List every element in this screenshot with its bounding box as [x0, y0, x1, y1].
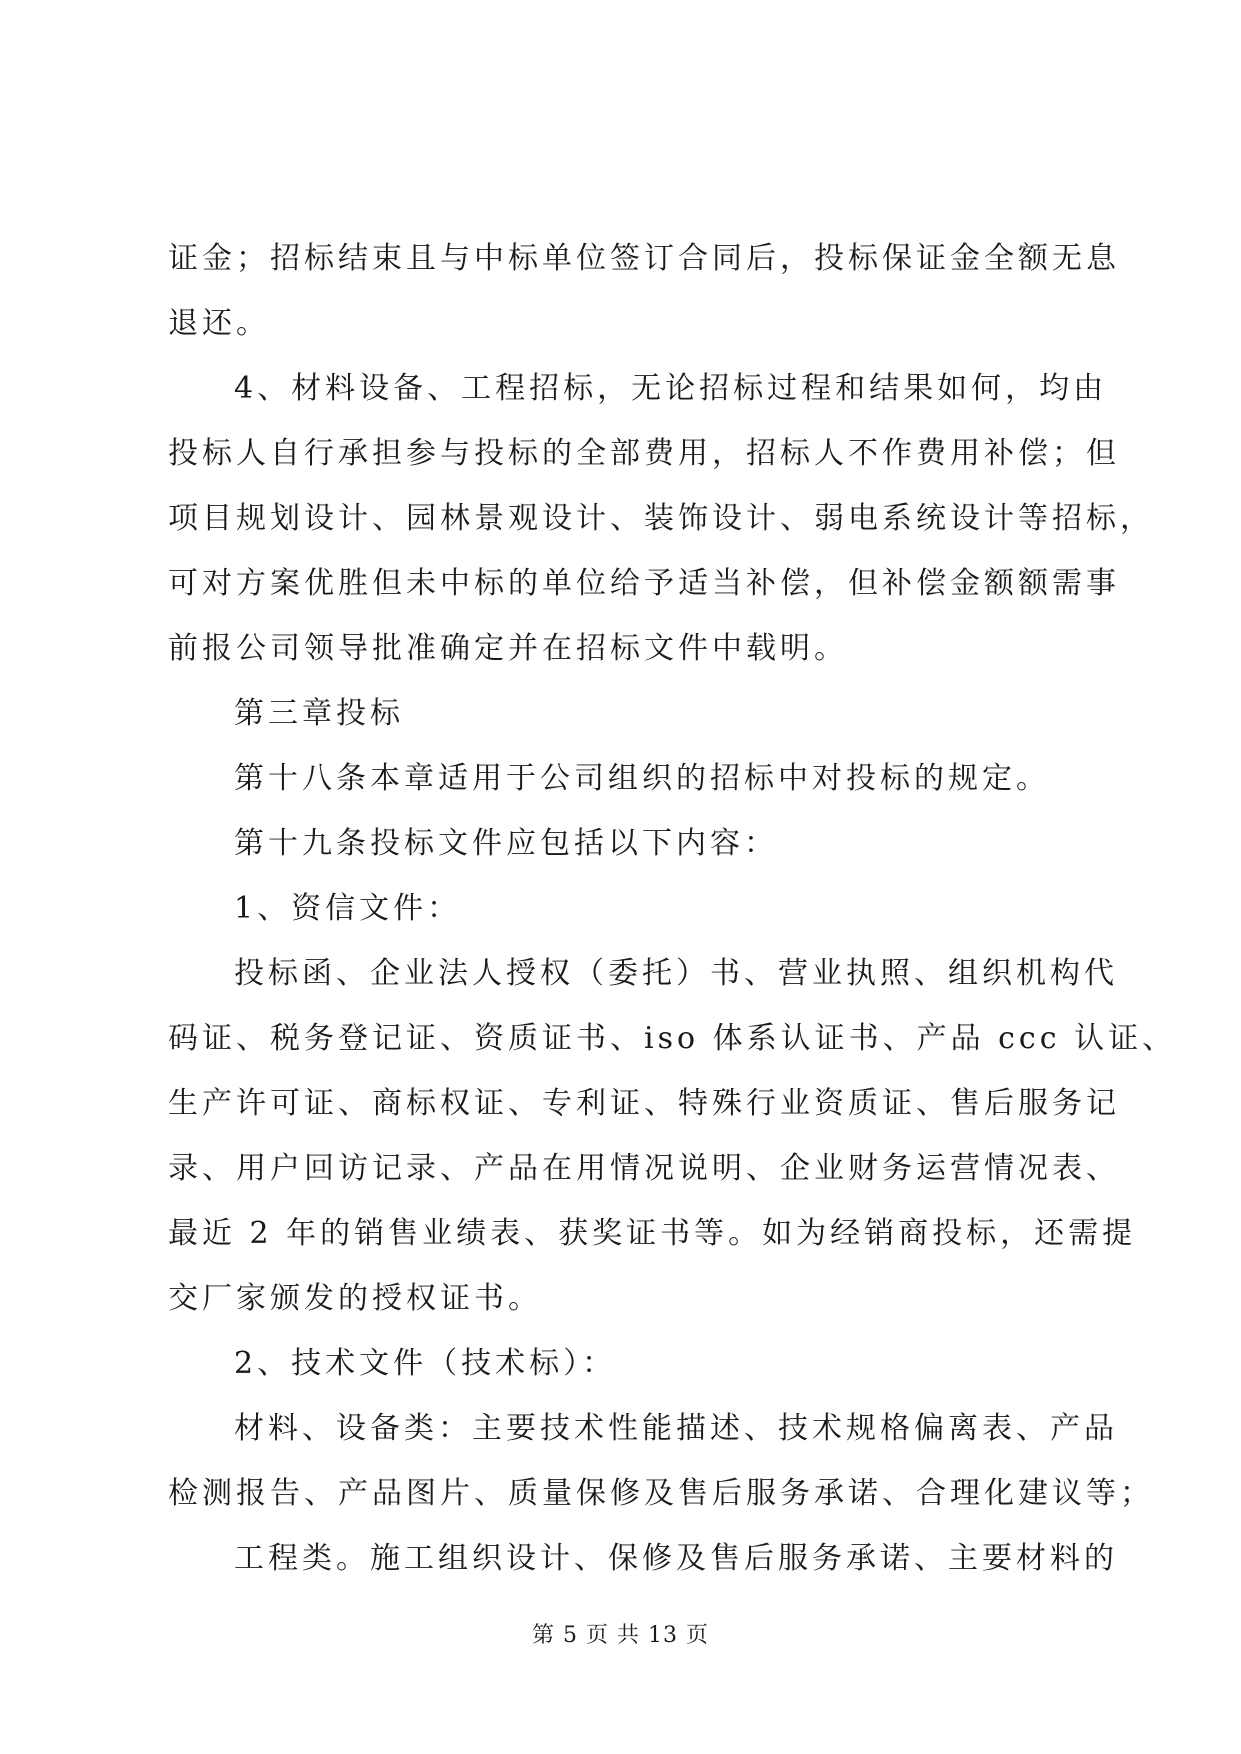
text-line: 可对方案优胜但未中标的单位给予适当补偿，但补偿金额额需事: [168, 566, 1120, 601]
text-line: 投标人自行承担参与投标的全部费用，招标人不作费用补偿；但: [168, 436, 1120, 471]
text-line: 4、材料设备、工程招标，无论招标过程和结果如何，均由: [234, 371, 1108, 406]
text-line: 最近 2 年的销售业绩表、获奖证书等。如为经销商投标，还需提: [168, 1216, 1137, 1251]
text-line: 生产许可证、商标权证、专利证、特殊行业资质证、售后服务记: [168, 1086, 1120, 1121]
text-line: 第十八条本章适用于公司组织的招标中对投标的规定。: [234, 761, 1050, 796]
text-line: 录、用户回访记录、产品在用情况说明、企业财务运营情况表、: [168, 1151, 1120, 1186]
document-body: [168, 226, 1177, 1591]
text-line: 前报公司领导批准确定并在招标文件中载明。: [168, 631, 848, 666]
text-line: 退还。: [168, 306, 270, 341]
text-line: 交厂家颁发的授权证书。: [168, 1281, 542, 1316]
page-number-footer: 第 5 页 共 13 页: [532, 1623, 709, 1648]
text-line: 投标函、企业法人授权（委托）书、营业执照、组织机构代: [234, 956, 1118, 991]
text-line: 证金；招标结束且与中标单位签订合同后，投标保证金全额无息: [168, 241, 1120, 276]
text-line: 1、资信文件：: [234, 891, 462, 926]
text-line: 材料、设备类：主要技术性能描述、技术规格偏离表、产品: [234, 1411, 1118, 1446]
text-line: 工程类。施工组织设计、保修及售后服务承诺、主要材料的: [234, 1541, 1118, 1576]
text-line: 码证、税务登记证、资质证书、iso 体系认证书、产品 ccc 认证、: [168, 1021, 1177, 1056]
chapter-heading: 第三章投标: [234, 696, 404, 731]
text-line: 第十九条投标文件应包括以下内容：: [234, 826, 778, 861]
text-line: 检测报告、产品图片、质量保修及售后服务承诺、合理化建议等；: [168, 1476, 1154, 1511]
text-line: 2、技术文件（技术标）：: [234, 1346, 617, 1381]
text-line: 项目规划设计、园林景观设计、装饰设计、弱电系统设计等招标，: [168, 501, 1154, 536]
